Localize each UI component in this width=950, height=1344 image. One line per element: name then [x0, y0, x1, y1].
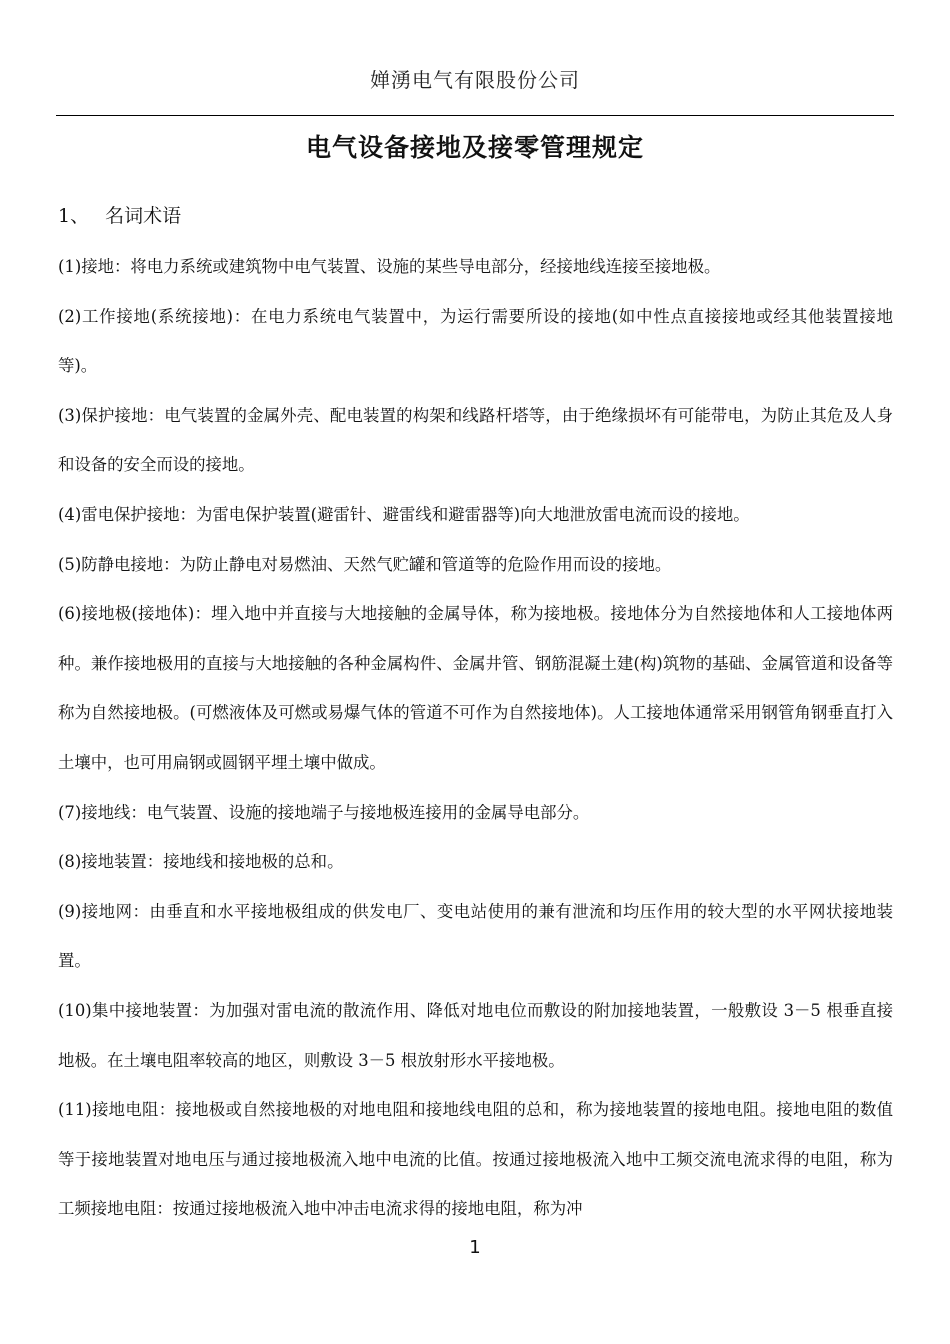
paragraph-4: (4)雷电保护接地：为雷电保护装置(避雷针、避雷线和避雷器等)向大地泄放雷电流而设的接地。 — [58, 504, 750, 524]
section-title: 名词术语 — [105, 205, 182, 227]
company-name: 婵湧电气有限股份公司 — [370, 68, 580, 92]
paragraph-3: (3)保护接地：电气装置的金属外壳、配电装置的构架和线路杆塔等，由于绝缘损坏有可能带电，为防止其危及人身和设备的安全而设的接地。 — [58, 405, 893, 475]
paragraph-5: (5)防静电接地：为防止静电对易燃油、天然气贮罐和管道等的危险作用而设的接地。 — [58, 554, 672, 574]
paragraph-11: (11)接地电阻：接地极或自然接地极的对地电阻和接地线电阻的总和，称为接地装置的接地电阻。接地电阻的数值等于接地装置对地电压与通过接地极流入地中电流的比值。按通过接地极流入地中工频交流电流求得的电阻，称为工频接地电阻：按通过接地极流入地中冲击电流求得的接地电阻，称为冲 — [58, 1100, 893, 1219]
paragraph-10: (10)集中接地装置：为加强对雷电流的散流作用、降低对地电位而敷设的附加接地装置，一般敷设 3－5 根垂直接地极。在土壤电阻率较高的地区，则敷设 3－5 根放射形水平接地极。 — [58, 1000, 893, 1070]
paragraph-1: (1)接地：将电力系统或建筑物中电气装置、设施的某些导电部分，经接地线连接至接地极。 — [58, 257, 721, 276]
paragraph-8: (8)接地装置：接地线和接地极的总和。 — [58, 852, 344, 872]
page-number: 1 — [469, 1237, 481, 1258]
header-divider — [56, 115, 894, 116]
paragraph-2: (2)工作接地(系统接地)：在电力系统电气装置中，为运行需要所设的接地(如中性点直接接地或经其他装置接地等)。 — [58, 306, 893, 376]
body-text — [58, 242, 893, 1234]
paragraph-7: (7)接地线：电气装置、设施的接地端子与接地极连接用的金属导电部分。 — [58, 802, 590, 822]
paragraph-6: (6)接地极(接地体)：埋入地中并直接与大地接触的金属导体，称为接地极。接地体分为自然接地体和人工接地体两种。兼作接地极用的直接与大地接触的各种金属构件、金属井管、钢筋混凝土建(构)筑物的基础、金属管道和设备等称为自然接地极。(可燃液体及可燃或易爆气体的管道不可作为自然接地体)。人工接地体通常采用钢管角钢垂直打入土壤中，也可用扁钢或圆钢平埋土壤中做成。 — [58, 604, 893, 772]
section-number: 1、 — [58, 205, 90, 227]
document-title: 电气设备接地及接零管理规定 — [305, 133, 644, 162]
section-heading — [58, 201, 181, 228]
paragraph-9: (9)接地网：由垂直和水平接地极组成的供发电厂、变电站使用的兼有泄流和均压作用的较大型的水平网状接地装置。 — [58, 901, 893, 971]
